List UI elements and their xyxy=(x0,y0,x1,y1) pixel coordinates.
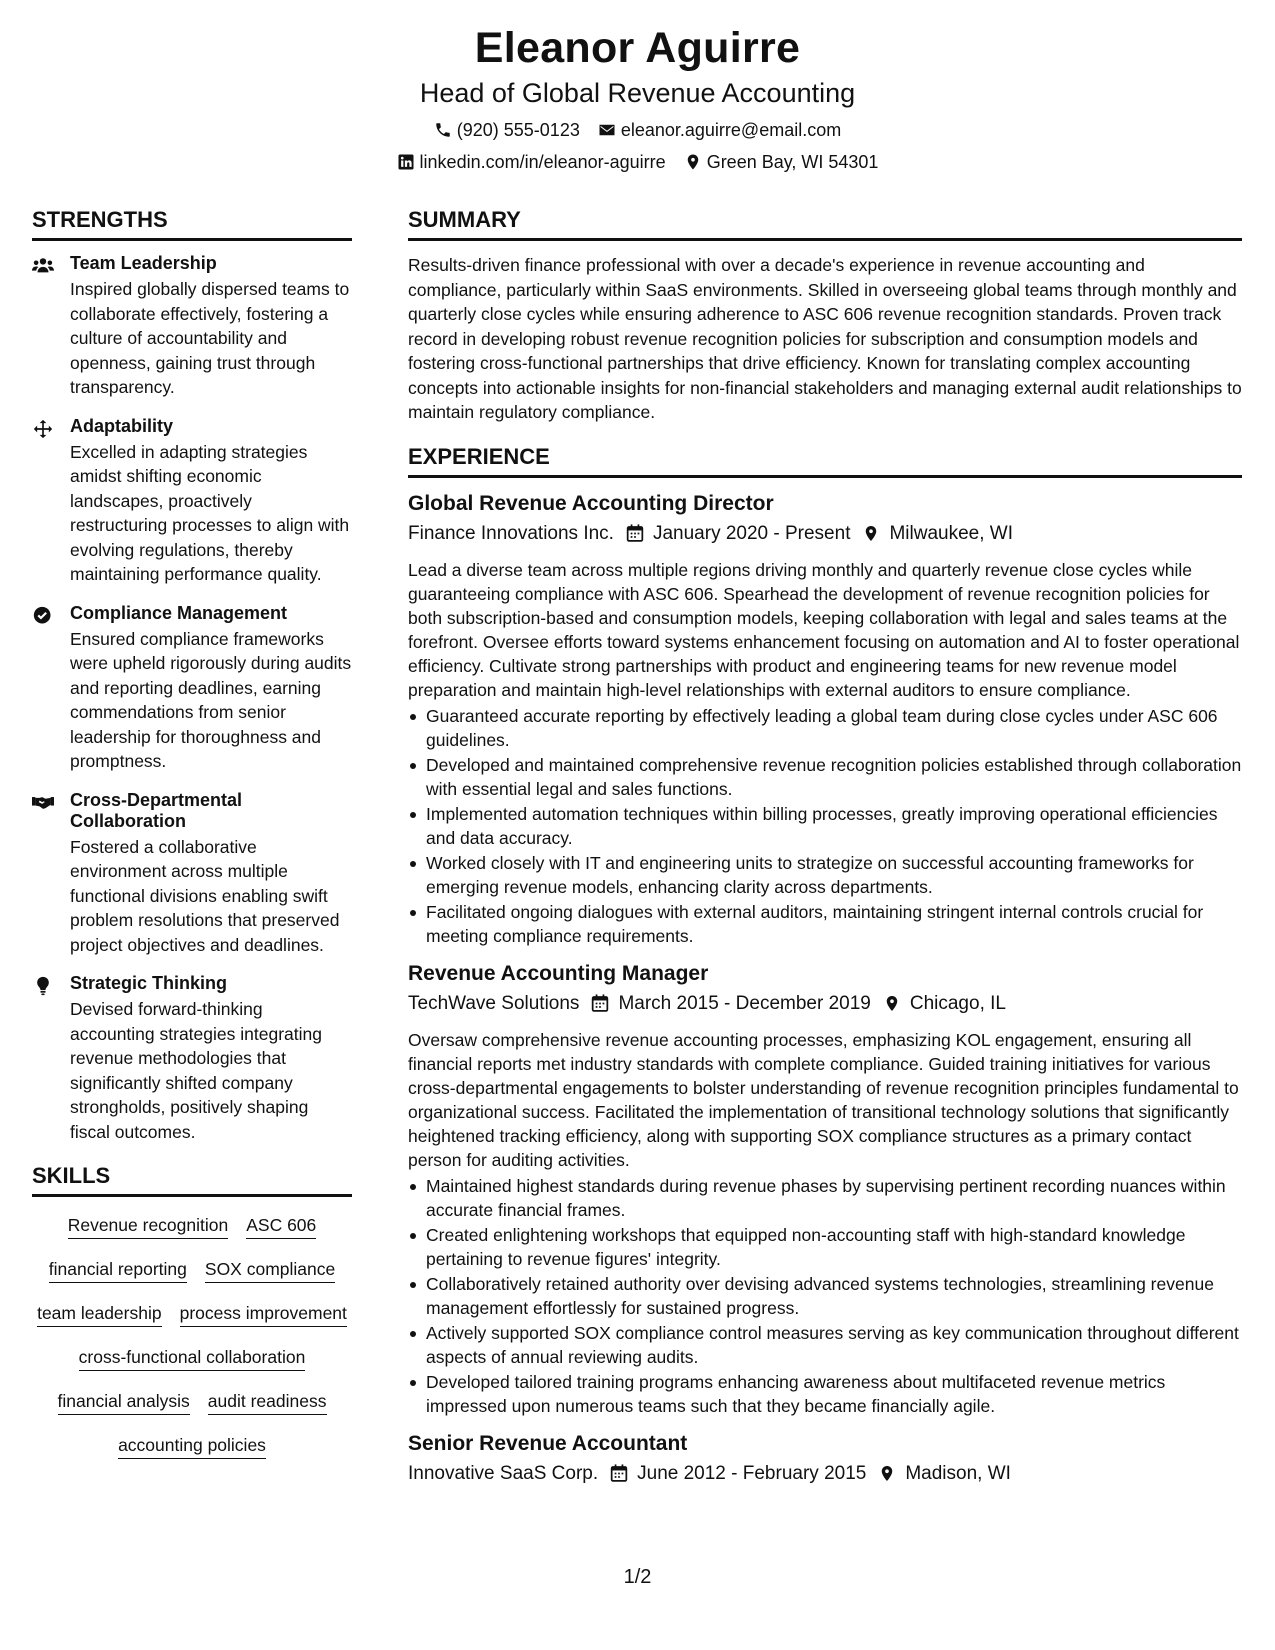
phone-contact xyxy=(434,118,580,142)
job-bullet: Guaranteed accurate reporting by effectively leading a global team during close cycles under ASC 606 guidelines. xyxy=(408,704,1242,752)
job-bullets xyxy=(408,704,1242,948)
job-bullet: Developed tailored training programs enhancing awareness about multifaceted revenue metrics impressed upon numerous teams such that they became financially agile. xyxy=(408,1370,1242,1418)
skill-tag: Revenue recognition xyxy=(68,1213,229,1239)
job-bullet: Maintained highest standards during revenue phases by supervising pertinent recording nuances within accurate financial frames. xyxy=(408,1174,1242,1222)
skill-tag: cross-functional collaboration xyxy=(79,1345,306,1371)
job-entry xyxy=(408,1430,1242,1488)
job-location xyxy=(878,1460,1011,1488)
job-meta xyxy=(408,520,1242,548)
linkedin-text: linkedin.com/in/eleanor-aguirre xyxy=(419,152,666,172)
phone-icon xyxy=(434,121,452,139)
skill-tag: financial reporting xyxy=(49,1257,187,1283)
job-entry xyxy=(408,960,1242,1418)
skills-section xyxy=(32,1160,352,1459)
job-location-text: Milwaukee, WI xyxy=(889,522,1014,544)
left-column xyxy=(32,204,352,1459)
map-pin-icon xyxy=(862,524,880,543)
right-column xyxy=(408,204,1242,1500)
job-dates xyxy=(610,1460,866,1488)
job-meta xyxy=(408,1460,1242,1488)
job-dates xyxy=(626,520,851,548)
job-description: Lead a diverse team across multiple regions driving monthly and quarterly revenue close cycles while guaranteeing compliance with ASC 606. Spearhead the development of revenue recognition policies for both subscription-based and consumption models, keeping collaboration with legal and sales teams at the forefront. Oversee efforts toward systems enhancement focusing on automation and AI to foster operational efficiency. Cultivate strong partnerships with product and engineering teams for new revenue model preparation and maintain high-level relationships with external auditors to ensure compliance. xyxy=(408,559,1240,700)
calendar-icon xyxy=(626,524,644,543)
skill-tag: ASC 606 xyxy=(246,1213,316,1239)
check-circle-icon xyxy=(32,606,54,626)
contact-row-2 xyxy=(0,150,1275,174)
job-bullet: Actively supported SOX compliance control measures serving as key communication throughout different aspects of annual reviewing audits. xyxy=(408,1321,1242,1369)
skill-tag: process improvement xyxy=(180,1301,347,1327)
map-pin-icon xyxy=(684,153,702,171)
skill-tag: SOX compliance xyxy=(205,1257,335,1283)
handshake-icon xyxy=(32,793,54,813)
job-location-text: Chicago, IL xyxy=(909,992,1006,1014)
envelope-icon xyxy=(598,121,616,139)
skill-tag: team leadership xyxy=(37,1301,162,1327)
strength-desc: Excelled in adapting strategies amidst shifting economic landscapes, proactively restructuring processes to align with evolving regulations, thereby maintaining performance quality. xyxy=(70,441,350,584)
page-number: 1/2 xyxy=(623,1566,652,1588)
job-title: Senior Revenue Accountant xyxy=(408,1431,688,1455)
strengths-heading: STRENGTHS xyxy=(32,204,352,241)
candidate-title: Head of Global Revenue Accounting xyxy=(419,78,856,108)
job-location xyxy=(883,990,1006,1018)
strength-item xyxy=(32,973,352,1144)
job-company: Finance Innovations Inc. xyxy=(408,522,614,544)
map-pin-icon xyxy=(883,994,901,1013)
candidate-name: Eleanor Aguirre xyxy=(474,24,801,72)
strength-item xyxy=(32,416,352,587)
email-contact[interactable] xyxy=(598,118,841,142)
strength-desc: Ensured compliance frameworks were upheld rigorously during audits and reporting deadlines, earning commendations from senior leadership for thoroughness and promptness. xyxy=(70,628,352,771)
contact-row xyxy=(0,118,1275,142)
job-dates-text: March 2015 - December 2019 xyxy=(618,992,871,1014)
job-entry xyxy=(408,490,1242,948)
users-icon xyxy=(32,256,54,276)
job-bullet: Created enlightening workshops that equipped non-accounting staff with high-standard knowledge pertaining to revenue figures' integrity. xyxy=(408,1223,1242,1271)
location-contact xyxy=(684,150,879,174)
job-bullet: Facilitated ongoing dialogues with external auditors, maintaining stringent internal controls crucial for meeting compliance requirements. xyxy=(408,900,1242,948)
job-bullet: Developed and maintained comprehensive revenue recognition policies established through collaboration with essential legal and sales functions. xyxy=(408,753,1242,801)
job-bullet: Worked closely with IT and engineering units to strategize on successful accounting frameworks for emerging revenue models, enhancing clarity across departments. xyxy=(408,851,1242,899)
job-title: Global Revenue Accounting Director xyxy=(408,491,774,515)
strength-title: Adaptability xyxy=(70,415,174,436)
job-meta xyxy=(408,990,1242,1018)
job-location xyxy=(862,520,1013,548)
job-dates-text: June 2012 - February 2015 xyxy=(637,1462,867,1484)
strength-title: Cross-Departmental Collaboration xyxy=(70,789,243,831)
strength-title: Strategic Thinking xyxy=(70,973,228,993)
job-bullet: Implemented automation techniques within billing processes, greatly improving operational efficiencies and data accuracy. xyxy=(408,802,1242,850)
job-location-text: Madison, WI xyxy=(905,1462,1011,1484)
summary-text: Results-driven finance professional with over a decade's experience in revenue accounting and compliance, particularly within SaaS environments. Skilled in overseeing global teams through monthly and quarterly close cycles while ensuring adherence to ASC 606 revenue recognition standards. Proven track record in developing robust revenue recognition policies for subscription and consumption models and fostering cross-functional partnerships that drive efficiency. Known for translating complex accounting concepts into actionable insights for non-financial stakeholders and managing external audit relationships to maintain regulatory compliance. xyxy=(408,255,1242,422)
calendar-icon xyxy=(591,994,609,1013)
email-text: eleanor.aguirre@email.com xyxy=(620,120,842,140)
lightbulb-icon xyxy=(32,976,54,996)
job-bullet: Collaboratively retained authority over devising advanced systems technologies, streamlining revenue management effortlessly for sustained progress. xyxy=(408,1272,1242,1320)
phone-text: (920) 555-0123 xyxy=(456,120,580,140)
linkedin-icon xyxy=(397,153,415,171)
strength-item xyxy=(32,253,352,400)
job-dates xyxy=(591,990,870,1018)
job-company: Innovative SaaS Corp. xyxy=(408,1462,599,1484)
experience-heading: EXPERIENCE xyxy=(408,441,1242,478)
resume-header xyxy=(0,22,1275,174)
strength-item xyxy=(32,603,352,774)
job-dates-text: January 2020 - Present xyxy=(652,522,851,544)
skills-heading: SKILLS xyxy=(32,1160,352,1197)
skill-tag: audit readiness xyxy=(208,1389,327,1415)
skills-list xyxy=(32,1209,352,1459)
job-description: Oversaw comprehensive revenue accounting processes, emphasizing KOL engagement, ensuring all financial reports met industry standards with complete compliance. Guided training initiatives for various cross-departmental engagements to bolster understanding of revenue recognition principles fundamental to organizational success. Facilitated the implementation of transitional technology solutions that significantly heightened tracking efficiency, along with supporting SOX compliance structures as a primary contact person for auditing activities. xyxy=(408,1029,1239,1170)
strength-item xyxy=(32,790,352,958)
job-bullets xyxy=(408,1174,1242,1418)
linkedin-contact[interactable] xyxy=(397,150,666,174)
arrows-icon xyxy=(32,419,54,439)
job-company: TechWave Solutions xyxy=(408,992,580,1014)
strength-desc: Devised forward-thinking accounting strategies integrating revenue methodologies that significantly shifted company strongholds, positively shaping fiscal outcomes. xyxy=(70,999,322,1142)
strength-title: Team Leadership xyxy=(70,253,217,273)
skill-tag: accounting policies xyxy=(118,1433,266,1459)
map-pin-icon xyxy=(878,1464,896,1483)
calendar-icon xyxy=(610,1464,628,1483)
strength-desc: Inspired globally dispersed teams to collaborate effectively, fostering a culture of accountability and openness, gaining trust through transparency. xyxy=(70,279,350,397)
skill-tag: financial analysis xyxy=(58,1389,190,1415)
strength-title: Compliance Management xyxy=(70,602,288,623)
summary-heading: SUMMARY xyxy=(408,204,1242,241)
job-title: Revenue Accounting Manager xyxy=(408,961,709,985)
strength-desc: Fostered a collaborative environment across multiple functional divisions enabling swift problem resolutions that preserved project objectives and deadlines. xyxy=(70,836,340,955)
location-text: Green Bay, WI 54301 xyxy=(706,152,879,172)
